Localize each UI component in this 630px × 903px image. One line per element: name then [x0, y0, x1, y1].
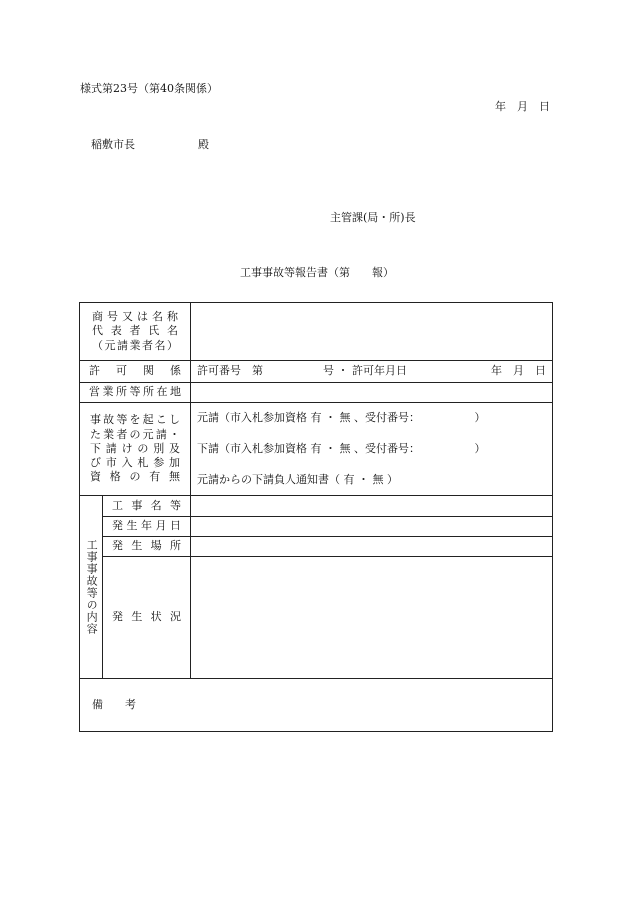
office-row: [80, 383, 553, 403]
sub-contract-text: 下請（市入札参加資格 有 ・ 無 、受付番号：: [197, 442, 415, 455]
report-form-table: [79, 302, 553, 732]
sub-close-paren: ）: [474, 442, 486, 455]
permit-row: [80, 361, 553, 383]
addressee: 稲敷市長: [91, 138, 135, 151]
form-number: 様式第23号（第40条関係）: [80, 82, 218, 95]
party-label-line: び市入札参加: [90, 456, 180, 470]
sub-contract-line: [197, 442, 546, 473]
permit-label: 許 可 関 係: [80, 361, 191, 383]
location-row: [80, 537, 553, 557]
date-line: 年 月 日: [495, 100, 550, 113]
company-label-line: 代表者氏名: [92, 324, 178, 338]
company-label-line: （元請業者名）: [92, 338, 178, 352]
work-name-row: [80, 496, 553, 517]
party-label-line: 事故等を起こし: [90, 413, 180, 427]
permit-value[interactable]: [191, 361, 553, 383]
permit-number-label: 許可番号 第: [197, 364, 263, 378]
occurred-date-label: 発生年月日: [103, 517, 191, 537]
company-label: [80, 303, 191, 361]
prime-contract-line: [197, 411, 546, 442]
party-value[interactable]: [191, 403, 553, 496]
company-row: [80, 303, 553, 361]
company-label-line: 商号又は名称: [92, 310, 178, 324]
document-title: 工事事故等報告書（第 報）: [240, 266, 394, 279]
prime-contract-text: 元請（市入札参加資格 有 ・ 無 、受付番号：: [197, 411, 415, 424]
party-label-line: 下請けの別及: [90, 441, 180, 455]
location-label: 発 生 場 所: [103, 537, 191, 557]
situation-label: 発 生 状 況: [103, 557, 191, 679]
permit-date-tail: 年 月 日: [491, 364, 546, 378]
situation-value[interactable]: [191, 557, 553, 679]
work-name-label: 工 事 名 等: [103, 496, 191, 517]
subcontractor-notice-line: 元請からの下請負人通知書（ 有 ・ 無 ）: [197, 473, 398, 486]
situation-row: [80, 557, 553, 679]
permit-number-suffix: 号 ・ 許可年月日: [323, 364, 407, 378]
location-value[interactable]: [191, 537, 553, 557]
party-label: [80, 403, 191, 496]
remarks-row: [80, 679, 553, 732]
party-label-line: 資格の有無: [90, 470, 180, 484]
remarks-label: 備 考: [92, 697, 136, 711]
contents-section-label: 工事事故等の内容: [80, 496, 103, 679]
company-value[interactable]: [191, 303, 553, 361]
party-label-line: た業者の元請・: [90, 427, 180, 441]
issuer: 主管課(局・所)長: [330, 211, 416, 224]
office-value[interactable]: [191, 383, 553, 403]
prime-close-paren: ）: [474, 411, 486, 424]
occurred-date-value[interactable]: [191, 517, 553, 537]
office-label: 営業所等所在地: [80, 383, 191, 403]
addressee-honorific: 殿: [198, 138, 209, 151]
contractor-party-row: [80, 403, 553, 496]
work-name-value[interactable]: [191, 496, 553, 517]
occurred-date-row: [80, 517, 553, 537]
remarks-cell[interactable]: [80, 679, 553, 732]
